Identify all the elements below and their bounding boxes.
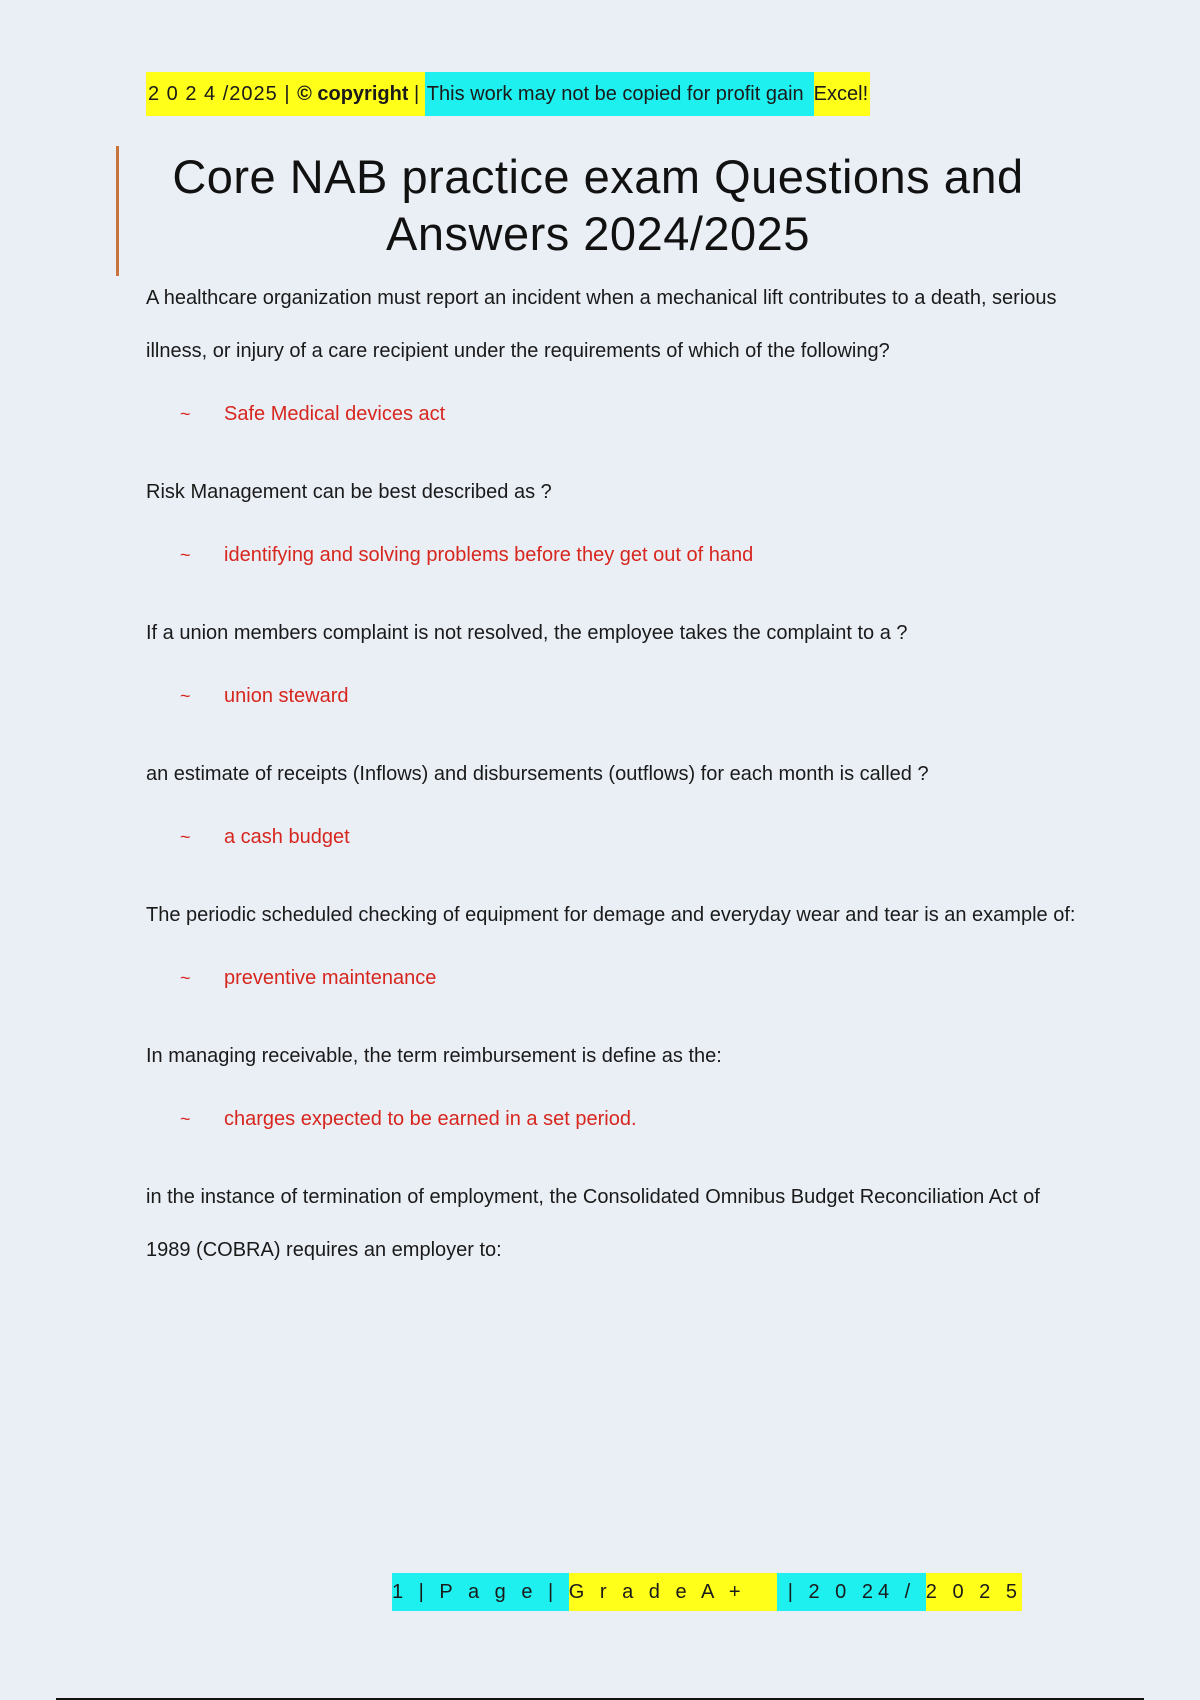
header-copyright: © copyright bbox=[297, 72, 408, 116]
question-text: in the instance of termination of employment, the Consolidated Omnibus Budget Reconciliation Act of 1989 (COBRA) requires an employer to: bbox=[146, 1186, 1040, 1261]
answer-text: identifying and solving problems before they get out of hand bbox=[224, 543, 754, 566]
title-accent-rule bbox=[116, 146, 119, 276]
answer-text: preventive maintenance bbox=[224, 966, 437, 989]
question-text: In managing receivable, the term reimbursement is define as the: bbox=[146, 1045, 722, 1067]
header-notice: This work may not be copied for profit gain bbox=[425, 72, 814, 116]
document-title: Core NAB practice exam Questions and Answers 2024/2025 bbox=[172, 150, 1024, 260]
header-year: 2 0 2 4 /2025 | bbox=[146, 72, 297, 116]
answer-marker: ~ bbox=[180, 967, 191, 988]
question-text: an estimate of receipts (Inflows) and disbursements (outflows) for each month is called ? bbox=[146, 763, 929, 785]
header-separator: | bbox=[408, 72, 424, 116]
question-list bbox=[146, 272, 1076, 1277]
answer-marker: ~ bbox=[180, 403, 191, 424]
question-text: The periodic scheduled checking of equipment for demage and everyday wear and tear is an example of: bbox=[146, 904, 1076, 926]
footer-year-b: 2 0 2 5 bbox=[926, 1573, 1022, 1611]
footer-year-a: | 2 0 24 / bbox=[777, 1573, 926, 1611]
answer-text: a cash budget bbox=[224, 825, 350, 848]
answer-item bbox=[180, 386, 1076, 442]
question-text: Risk Management can be best described as ? bbox=[146, 481, 552, 503]
copyright-banner bbox=[146, 72, 870, 116]
answer-text: charges expected to be earned in a set period. bbox=[224, 1107, 637, 1130]
page-footer bbox=[392, 1573, 1022, 1611]
answer-item bbox=[180, 809, 1076, 865]
question-text: A healthcare organization must report an incident when a mechanical lift contributes to a death, serious illness, or injury of a care recipient under the requirements of which of the following? bbox=[146, 287, 1057, 362]
answer-text: union steward bbox=[224, 684, 349, 707]
footer-page-number: 1 | P a g e | bbox=[392, 1573, 569, 1611]
footer-grade: G r a d e A + bbox=[569, 1573, 777, 1611]
answer-marker: ~ bbox=[180, 1108, 191, 1129]
answer-item bbox=[180, 668, 1076, 724]
answer-text: Safe Medical devices act bbox=[224, 402, 446, 425]
answer-item bbox=[180, 950, 1076, 1006]
answer-marker: ~ bbox=[180, 826, 191, 847]
answer-item bbox=[180, 1091, 1076, 1147]
answer-marker: ~ bbox=[180, 544, 191, 565]
header-excel: Excel! bbox=[814, 72, 870, 116]
answer-item bbox=[180, 527, 1076, 583]
answer-marker: ~ bbox=[180, 685, 191, 706]
question-text: If a union members complaint is not resolved, the employee takes the complaint to a ? bbox=[146, 622, 908, 644]
